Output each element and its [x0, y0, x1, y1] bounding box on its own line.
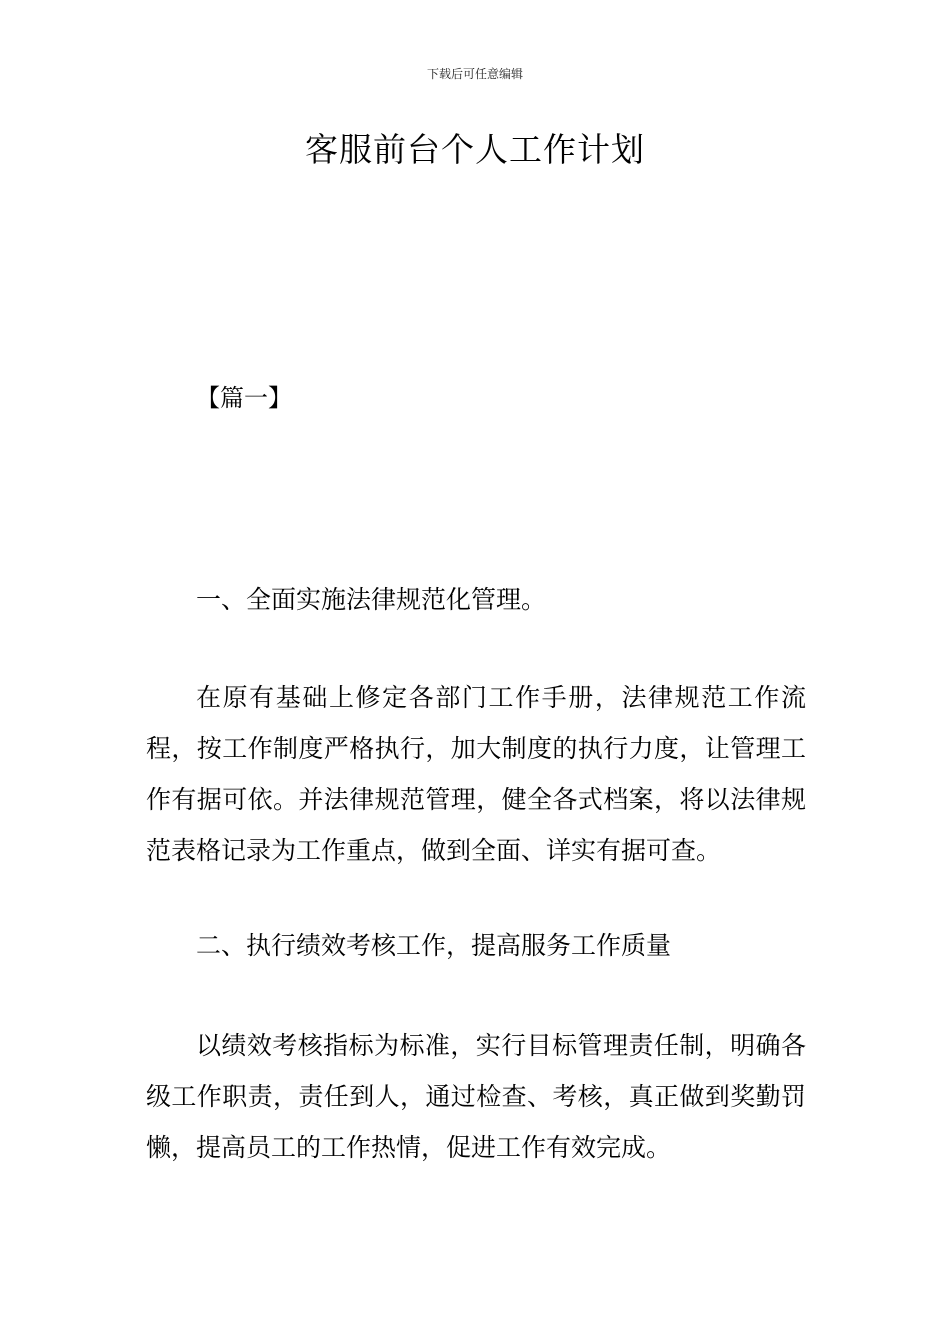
section-heading-1: 一、全面实施法律规范化管理。: [196, 585, 547, 614]
section-marker: 【篇一】: [196, 384, 292, 412]
section-paragraph-2: 以绩效考核指标为标准，实行目标管理责任制，明确各级工作职责，责任到人，通过检查、考核，真正做到奖勤罚懒，提高员工的工作热情，促进工作有效完成。: [146, 1031, 806, 1162]
header-note: 下载后可任意编辑: [426, 67, 523, 81]
document-title: 客服前台个人工作计划: [305, 130, 645, 169]
section-paragraph-1: 在原有基础上修定各部门工作手册，法律规范工作流程，按工作制度严格执行，加大制度的执行力度，让管理工作有据可依。并法律规范管理，健全各式档案，将以法律规范表格记录为工作重点，做到全面、详实有据可查。: [146, 683, 806, 865]
section-heading-2: 二、执行绩效考核工作，提高服务工作质量: [196, 931, 672, 960]
